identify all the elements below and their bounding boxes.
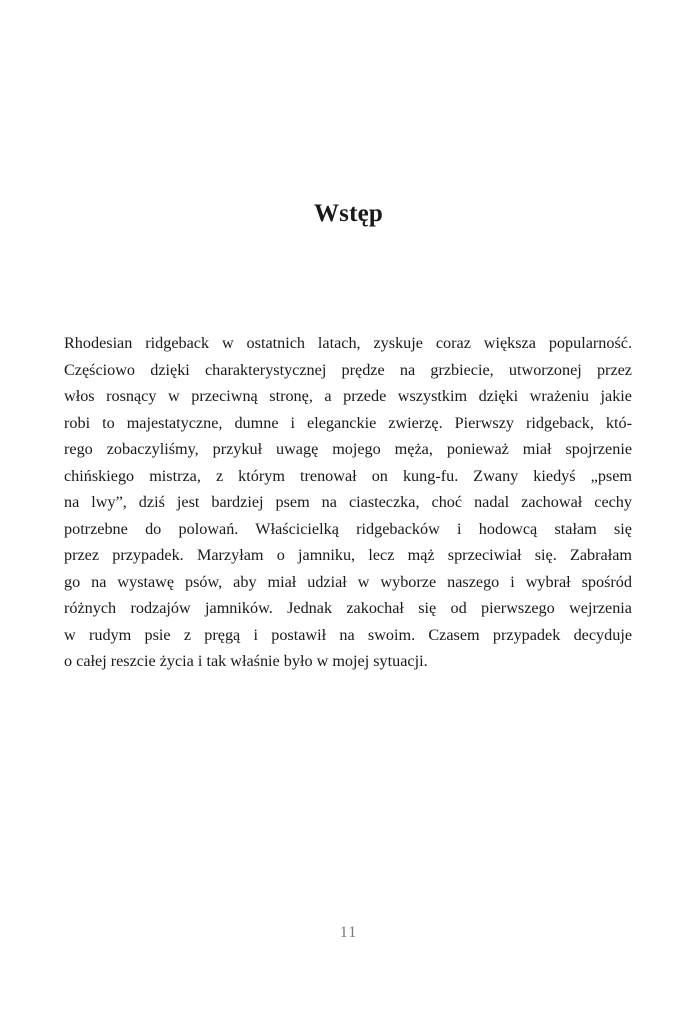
paragraph-line: na lwy”, dziś jest bardziej psem na ciasteczka, choć nadal zachował cechy <box>64 493 632 511</box>
paragraph-line: chińskiego mistrza, z którym trenował on kung-fu. Zwany kiedyś „psem <box>64 466 632 485</box>
paragraph-line: Częściowo dzięki charakterystycznej prędze na grzbiecie, utworzonej przez <box>64 360 632 379</box>
paragraph-line: w rudym psie z pręgą i postawił na swoim. Czasem przypadek decyduje <box>64 625 632 644</box>
page-number: 11 <box>339 924 358 941</box>
paragraph-line: Rhodesian ridgeback w ostatnich latach, zyskuje coraz większa popularność. <box>64 334 632 352</box>
paragraph-line: go na wystawę psów, aby miał udział w wyborze naszego i wybrał spośród <box>64 572 632 591</box>
paragraph-line: różnych rodzajów jamników. Jednak zakochał się od pierwszego wejrzenia <box>64 599 632 617</box>
paragraph-line: robi to majestatyczne, dumne i eleganckie zwierzę. Pierwszy ridgeback, któ- <box>64 413 632 432</box>
paragraph-line: przez przypadek. Marzyłam o jamniku, lecz mąż sprzeciwiał się. Zabrałam <box>64 546 632 564</box>
paragraph-line: potrzebne do polowań. Właścicielką ridgebacków i hodowcą stałam się <box>64 519 632 538</box>
body-paragraph <box>64 330 632 675</box>
paragraph-line: rego zobaczyliśmy, przykuł uwagę mojego męża, ponieważ miał spojrzenie <box>64 440 632 458</box>
paragraph-line: o całej reszcie życia i tak właśnie było w mojej sytuacji. <box>64 652 428 670</box>
chapter-heading: Wstęp <box>313 200 384 227</box>
paragraph-line: włos rosnący w przeciwną stronę, a przede wszystkim dzięki wrażeniu jakie <box>64 387 632 405</box>
